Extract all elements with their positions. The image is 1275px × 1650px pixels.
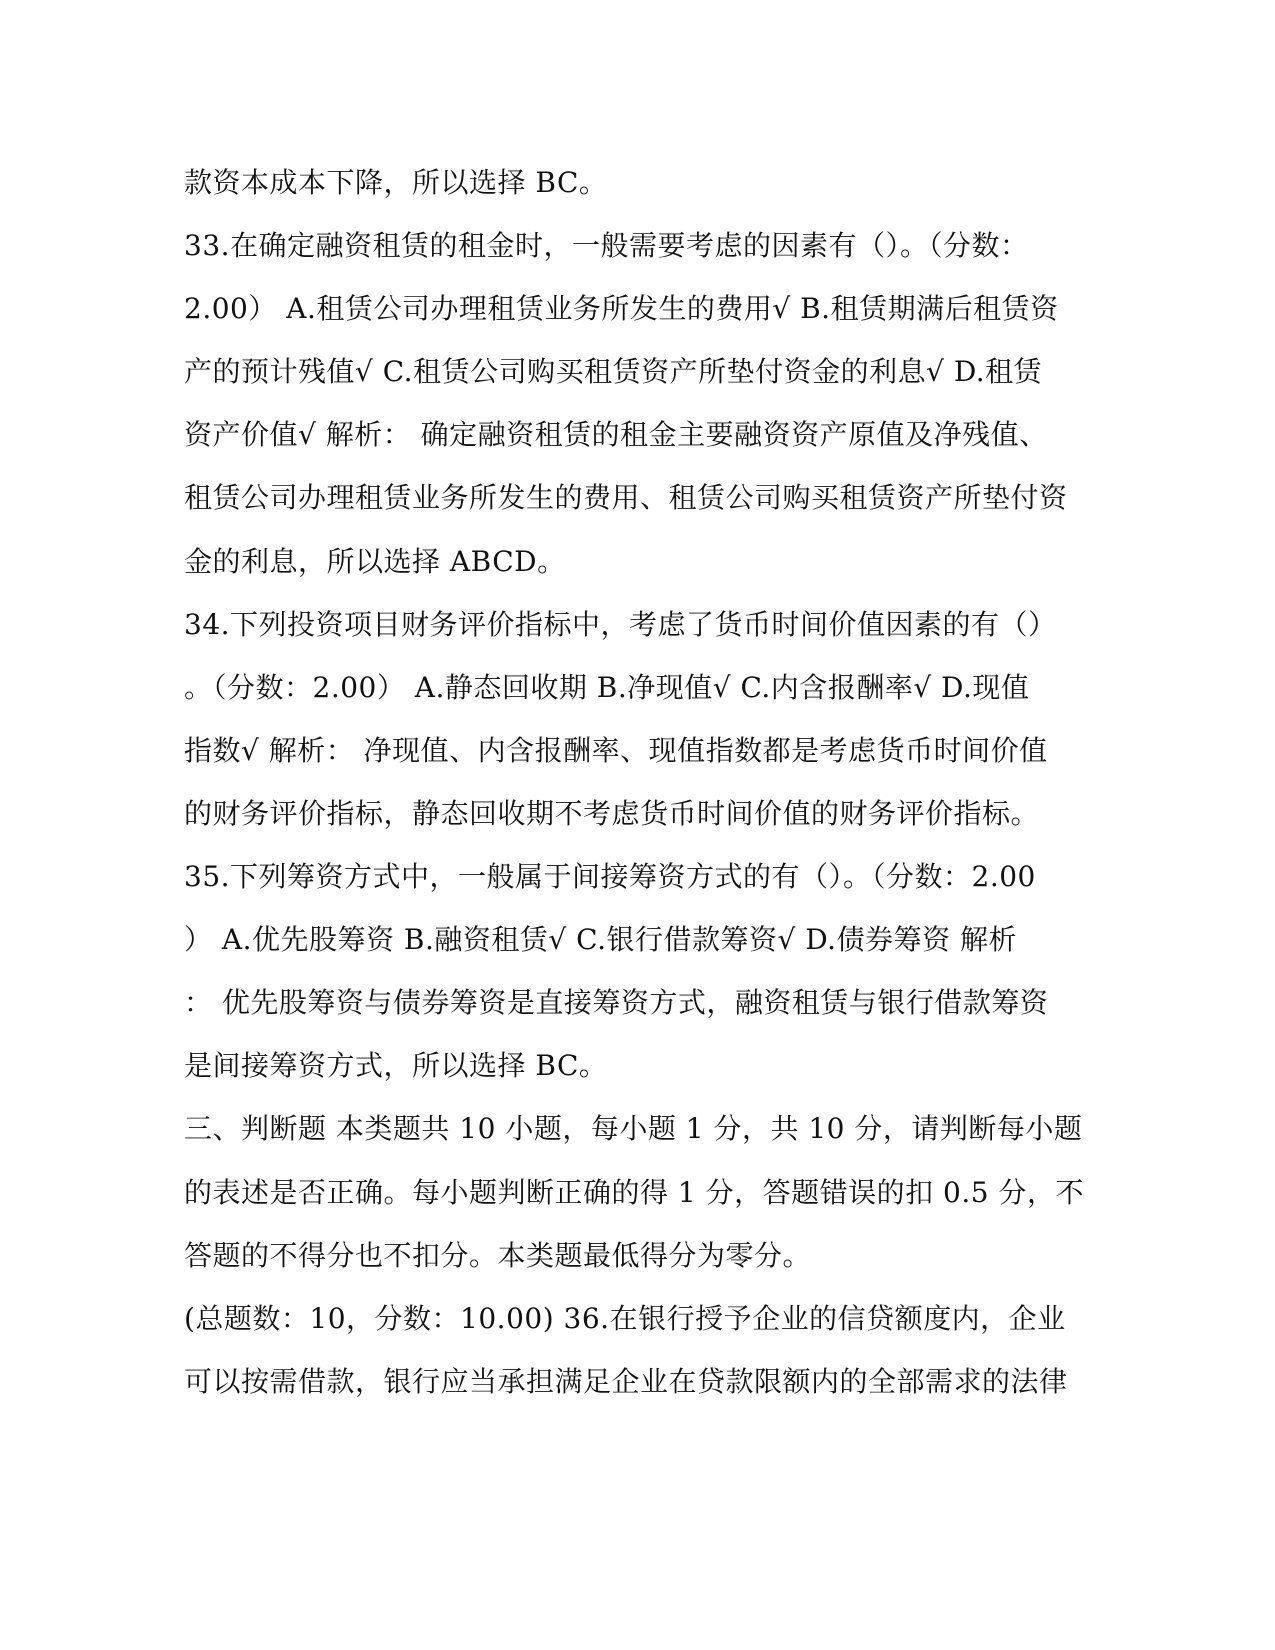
text-line: 可以按需借款，银行应当承担满足企业在贷款限额内的全部需求的法律 xyxy=(184,1364,1068,1398)
text-line: 的财务评价指标，静态回收期不考虑货币时间价值的财务评价指标。 xyxy=(184,796,1040,830)
text-line: 金的利息，所以选择 ABCD。 xyxy=(184,544,566,578)
text-line: 资产价值√ 解析： 确定融资租赁的租金主要融资资产原值及净残值、 xyxy=(184,418,1048,452)
text-line: 2.00） A.租赁公司办理租赁业务所发生的费用√ B.租赁期满后租赁资 xyxy=(184,292,1059,326)
text-line: 租赁公司办理租赁业务所发生的费用、租赁公司购买租赁资产所垫付资 xyxy=(184,481,1068,515)
document-body xyxy=(184,163,1084,1425)
text-line: (总题数：10，分数：10.00) 36.在银行授予企业的信贷额度内，企业 xyxy=(184,1301,1066,1335)
text-line: 的表述是否正确。每小题判断正确的得 1 分，答题错误的扣 0.5 分，不 xyxy=(184,1175,1084,1209)
text-line: ） A.优先股筹资 B.融资租赁√ C.银行借款筹资√ D.债券筹资 解析 xyxy=(184,923,1017,957)
text-line: 三、判断题 本类题共 10 小题，每小题 1 分，共 10 分，请判断每小题 xyxy=(184,1112,1083,1146)
text-line: 答题的不得分也不扣分。本类题最低得分为零分。 xyxy=(184,1238,812,1272)
text-line: 35.下列筹资方式中，一般属于间接筹资方式的有（）。（分数：2.00 xyxy=(184,860,1036,894)
text-line: 34.下列投资项目财务评价指标中，考虑了货币时间价值因素的有（） xyxy=(184,607,1057,641)
text-line: 款资本成本下降，所以选择 BC。 xyxy=(184,166,608,199)
text-line: 。（分数：2.00） A.静态回收期 B.净现值√ C.内含报酬率√ D.现值 xyxy=(184,670,1030,704)
text-line: 指数√ 解析： 净现值、内含报酬率、现值指数都是考虑货币时间价值 xyxy=(184,733,1048,767)
text-line: ： 优先股筹资与债券筹资是直接筹资方式，融资租赁与银行借款筹资 xyxy=(184,986,1049,1020)
text-line: 是间接筹资方式，所以选择 BC。 xyxy=(184,1049,608,1083)
text-line: 产的预计残值√ C.租赁公司购买租赁资产所垫付资金的利息√ D.租赁 xyxy=(184,355,1043,389)
text-line: 33.在确定融资租赁的租金时，一般需要考虑的因素有（）。（分数： xyxy=(184,229,1029,263)
